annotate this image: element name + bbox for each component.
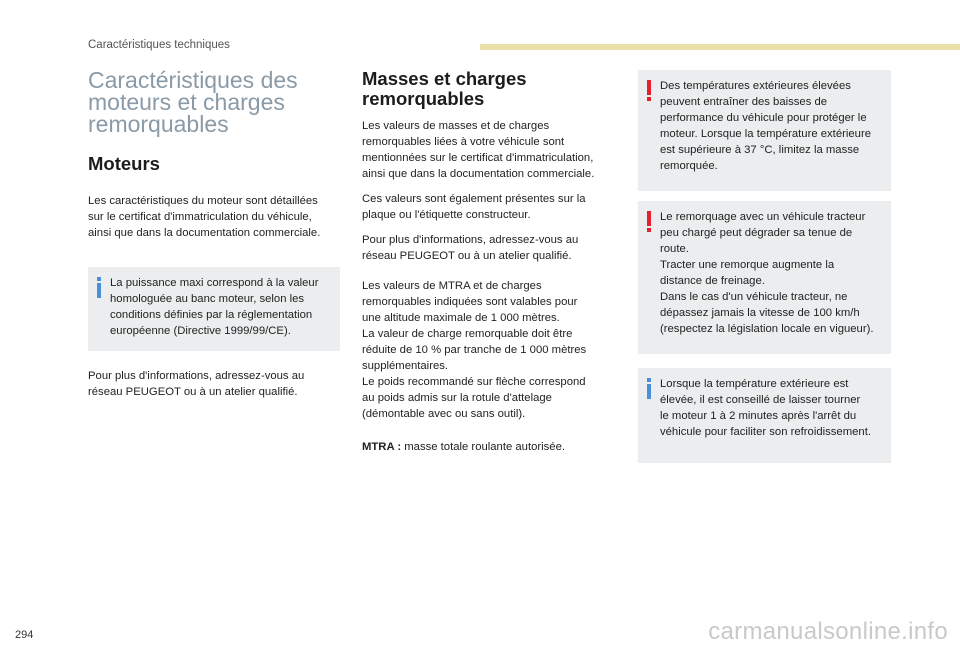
- text-line: mentionnées sur le certificat d'immatriculation,: [362, 152, 594, 164]
- watermark: carmanualsonline.info: [708, 618, 948, 645]
- text-line: élevée, il est conseillé de laisser tourner: [660, 394, 861, 406]
- text-line: remorquables indiquées sont valables pour: [362, 296, 578, 308]
- plate-paragraph: [362, 191, 614, 223]
- text-line: plaque ou l'étiquette constructeur.: [362, 209, 531, 221]
- text-line: Les valeurs de MTRA et de charges: [362, 280, 542, 292]
- text-line: Dans le cas d'un véhicule tracteur, ne: [660, 291, 848, 303]
- mtra-term: MTRA :: [362, 441, 402, 453]
- masses-paragraph: [362, 118, 614, 182]
- text-line: Les caractéristiques du moteur sont détaillées: [88, 195, 318, 207]
- text-line: Tracter une remorque augmente la: [660, 259, 835, 271]
- mtra-definition-text: masse totale roulante autorisée.: [401, 441, 566, 453]
- text-line: réseau PEUGEOT ou à un atelier qualifié.: [88, 386, 298, 398]
- text-line: homologuée au banc moteur, selon les: [110, 293, 305, 305]
- mtra-definition: [362, 439, 614, 455]
- page-title-line: moteurs et charges: [88, 89, 285, 115]
- text-line: remorquée.: [660, 160, 718, 172]
- text-line: dépassez jamais la vitesse de 100 km/h: [660, 307, 860, 319]
- page-title: [88, 69, 343, 135]
- engines-paragraph: [88, 193, 343, 241]
- column-masses: [362, 66, 614, 455]
- text-line: réduite de 10 % par tranche de 1 000 mètres: [362, 344, 587, 356]
- text-line: Le poids recommandé sur flèche correspond: [362, 376, 586, 388]
- info-note-cooling: [638, 368, 891, 463]
- column-warnings: [638, 66, 891, 463]
- info-note-power: [88, 267, 340, 351]
- text-line: Des températures extérieures élevées: [660, 80, 851, 92]
- text-line: Le remorquage avec un véhicule tracteur: [660, 211, 866, 223]
- masses-more-info: [362, 232, 614, 264]
- text-line: (respectez la législation locale en vigueur).: [660, 323, 874, 335]
- section-title-masses: [362, 69, 614, 109]
- warning-note-temperature: [638, 70, 891, 191]
- page-number: 294: [15, 629, 34, 641]
- text-line: (démontable avec ou sans outil).: [362, 408, 526, 420]
- text-line: conditions définies par la réglementation: [110, 309, 313, 321]
- text-line: La valeur de charge remorquable doit être: [362, 328, 573, 340]
- text-line: peuvent entraîner des baisses de: [660, 96, 828, 108]
- text-line: distance de freinage.: [660, 275, 765, 287]
- text-line: véhicule pour faciliter son refroidissement.: [660, 426, 871, 438]
- text-line: moteur. Lorsque la température extérieure: [660, 128, 871, 140]
- page-title-line: remorquables: [88, 111, 229, 137]
- text-line: le moteur 1 à 2 minutes après l'arrêt du: [660, 410, 857, 422]
- text-line: remorquables liées à votre véhicule sont: [362, 136, 565, 148]
- engines-more-info: [88, 368, 343, 400]
- section-title-line: Masses et charges: [362, 68, 527, 89]
- text-line: route.: [660, 243, 689, 255]
- text-line: Pour plus d'informations, adressez-vous au: [362, 234, 579, 246]
- mtra-paragraph: [362, 278, 614, 422]
- text-line: ainsi que dans la documentation commerciale.: [88, 227, 321, 239]
- text-line: Les valeurs de masses et de charges: [362, 120, 550, 132]
- warning-note-towing: [638, 201, 891, 354]
- page-title-line: Caractéristiques des: [88, 67, 298, 93]
- text-line: Ces valeurs sont également présentes sur la: [362, 193, 586, 205]
- text-line: peu chargé peut dégrader sa tenue de: [660, 227, 853, 239]
- section-header-label: Caractéristiques techniques: [88, 39, 230, 51]
- text-line: supplémentaires.: [362, 360, 449, 372]
- warning-icon: [646, 80, 652, 102]
- text-line: européenne (Directive 1999/99/CE).: [110, 325, 291, 337]
- text-line: ainsi que dans la documentation commerciale.: [362, 168, 595, 180]
- section-title-moteurs: Moteurs: [88, 153, 160, 174]
- text-line: sur le certificat d'immatriculation du véhicule,: [88, 211, 312, 223]
- text-line: est supérieure à 37 °C, limitez la masse: [660, 144, 860, 156]
- text-line: au poids admis sur la rotule d'attelage: [362, 392, 552, 404]
- text-line: réseau PEUGEOT ou à un atelier qualifié.: [362, 250, 572, 262]
- text-line: Lorsque la température extérieure est: [660, 378, 849, 390]
- text-line: une altitude maximale de 1 000 mètres.: [362, 312, 560, 324]
- warning-icon: [646, 211, 652, 233]
- column-engines: [88, 66, 343, 400]
- section-title-line: remorquables: [362, 88, 485, 109]
- header-accent-bar: [480, 44, 960, 50]
- text-line: La puissance maxi correspond à la valeur: [110, 277, 319, 289]
- info-icon: [646, 378, 652, 400]
- text-line: Pour plus d'informations, adressez-vous au: [88, 370, 305, 382]
- info-icon: [96, 277, 102, 299]
- text-line: performance du véhicule pour protéger le: [660, 112, 867, 124]
